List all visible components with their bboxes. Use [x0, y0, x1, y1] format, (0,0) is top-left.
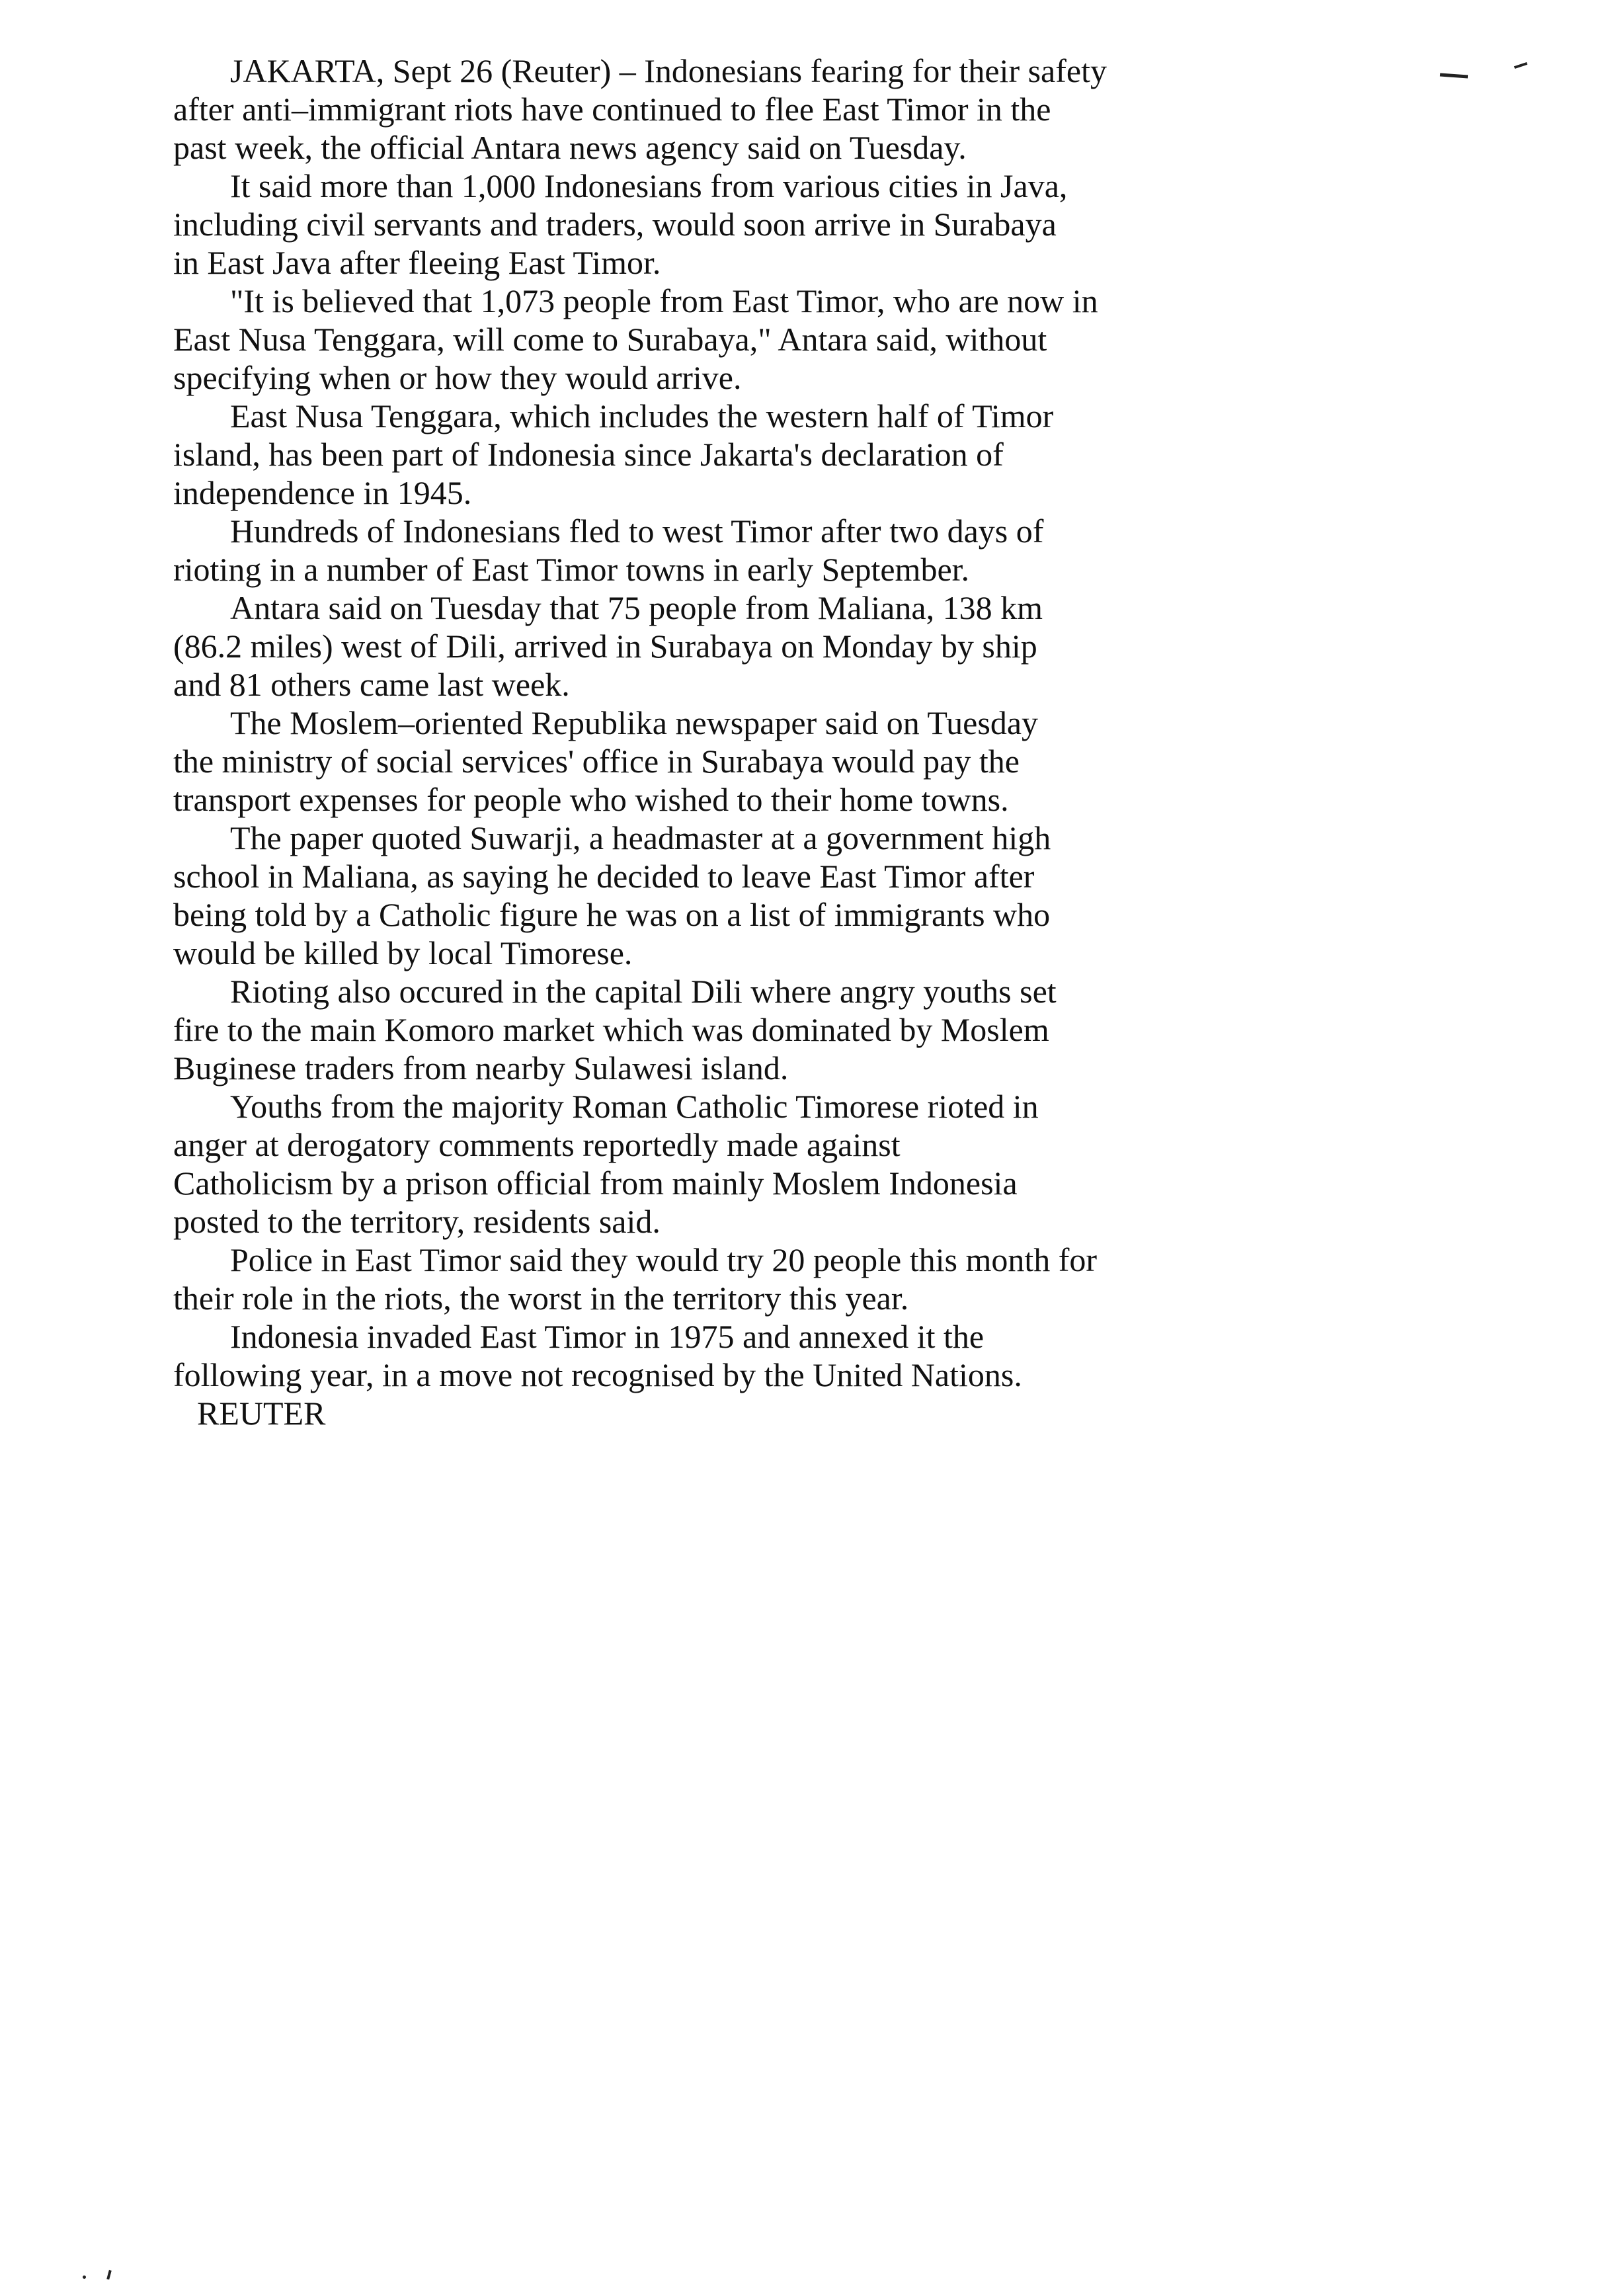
article-line: would be killed by local Timorese. [173, 934, 633, 971]
article-line: school in Maliana, as saying he decided to leave East Timor after [173, 858, 1035, 895]
article-line: following year, in a move not recognised by the United Nations. [173, 1356, 1022, 1393]
article-line: their role in the riots, the worst in the territory this year. [173, 1280, 909, 1317]
article-line: East Nusa Tenggara, will come to Surabaya," Antara said, without [173, 321, 1047, 358]
paragraph-first-line: Hundreds of Indonesians fled to west Timor after two days of [230, 512, 1044, 550]
scan-mark [83, 2276, 86, 2279]
scan-mark [1514, 62, 1527, 69]
article-line: Buginese traders from nearby Sulawesi island. [173, 1049, 789, 1086]
article-line: being told by a Catholic figure he was on a list of immigrants who [173, 896, 1051, 933]
article-line: island, has been part of Indonesia since Jakarta's declaration of [173, 436, 1004, 473]
article-line: in East Java after fleeing East Timor. [173, 244, 661, 281]
paragraph-first-line: It said more than 1,000 Indonesians from various cities in Java, [230, 167, 1068, 204]
article-line: the ministry of social services' office in Surabaya would pay the [173, 743, 1020, 780]
article-line: (86.2 miles) west of Dili, arrived in Surabaya on Monday by ship [173, 628, 1037, 665]
article-line: specifying when or how they would arrive. [173, 359, 742, 396]
paragraph-first-line: The paper quoted Suwarji, a headmaster at a government high [230, 819, 1051, 856]
paragraph-first-line: East Nusa Tenggara, which includes the western half of Timor [230, 397, 1054, 434]
article-line: independence in 1945. [173, 474, 472, 511]
article-line: past week, the official Antara news agency said on Tuesday. [173, 129, 967, 166]
article-signoff: REUTER [197, 1395, 326, 1432]
scan-mark [1440, 73, 1468, 79]
news-article [173, 52, 1165, 1432]
article-line: anger at derogatory comments reportedly made against [173, 1126, 901, 1163]
paragraph-first-line: "It is believed that 1,073 people from East Timor, who are now in [230, 282, 1098, 319]
article-line: including civil servants and traders, would soon arrive in Surabaya [173, 206, 1057, 243]
article-line: after anti–immigrant riots have continued to flee East Timor in the [173, 91, 1051, 128]
paragraph-first-line: JAKARTA, Sept 26 (Reuter) – Indonesians fearing for their safety [230, 52, 1107, 89]
article-line: fire to the main Komoro market which was dominated by Moslem [173, 1011, 1049, 1048]
paragraph-first-line: Antara said on Tuesday that 75 people from Maliana, 138 km [230, 589, 1043, 626]
article-line: rioting in a number of East Timor towns in early September. [173, 551, 970, 588]
article-line: posted to the territory, residents said. [173, 1203, 661, 1240]
article-line: transport expenses for people who wished to their home towns. [173, 781, 1009, 818]
paragraph-first-line: Rioting also occured in the capital Dili where angry youths set [230, 973, 1057, 1010]
scan-mark [106, 2270, 111, 2280]
paragraph-first-line: The Moslem–oriented Republika newspaper said on Tuesday [230, 704, 1039, 741]
paragraph-first-line: Youths from the majority Roman Catholic Timorese rioted in [230, 1088, 1039, 1125]
article-line: Catholicism by a prison official from mainly Moslem Indonesia [173, 1165, 1018, 1202]
paragraph-first-line: Police in East Timor said they would try 20 people this month for [230, 1241, 1098, 1278]
article-line: and 81 others came last week. [173, 666, 570, 703]
paragraph-first-line: Indonesia invaded East Timor in 1975 and annexed it the [230, 1318, 985, 1355]
